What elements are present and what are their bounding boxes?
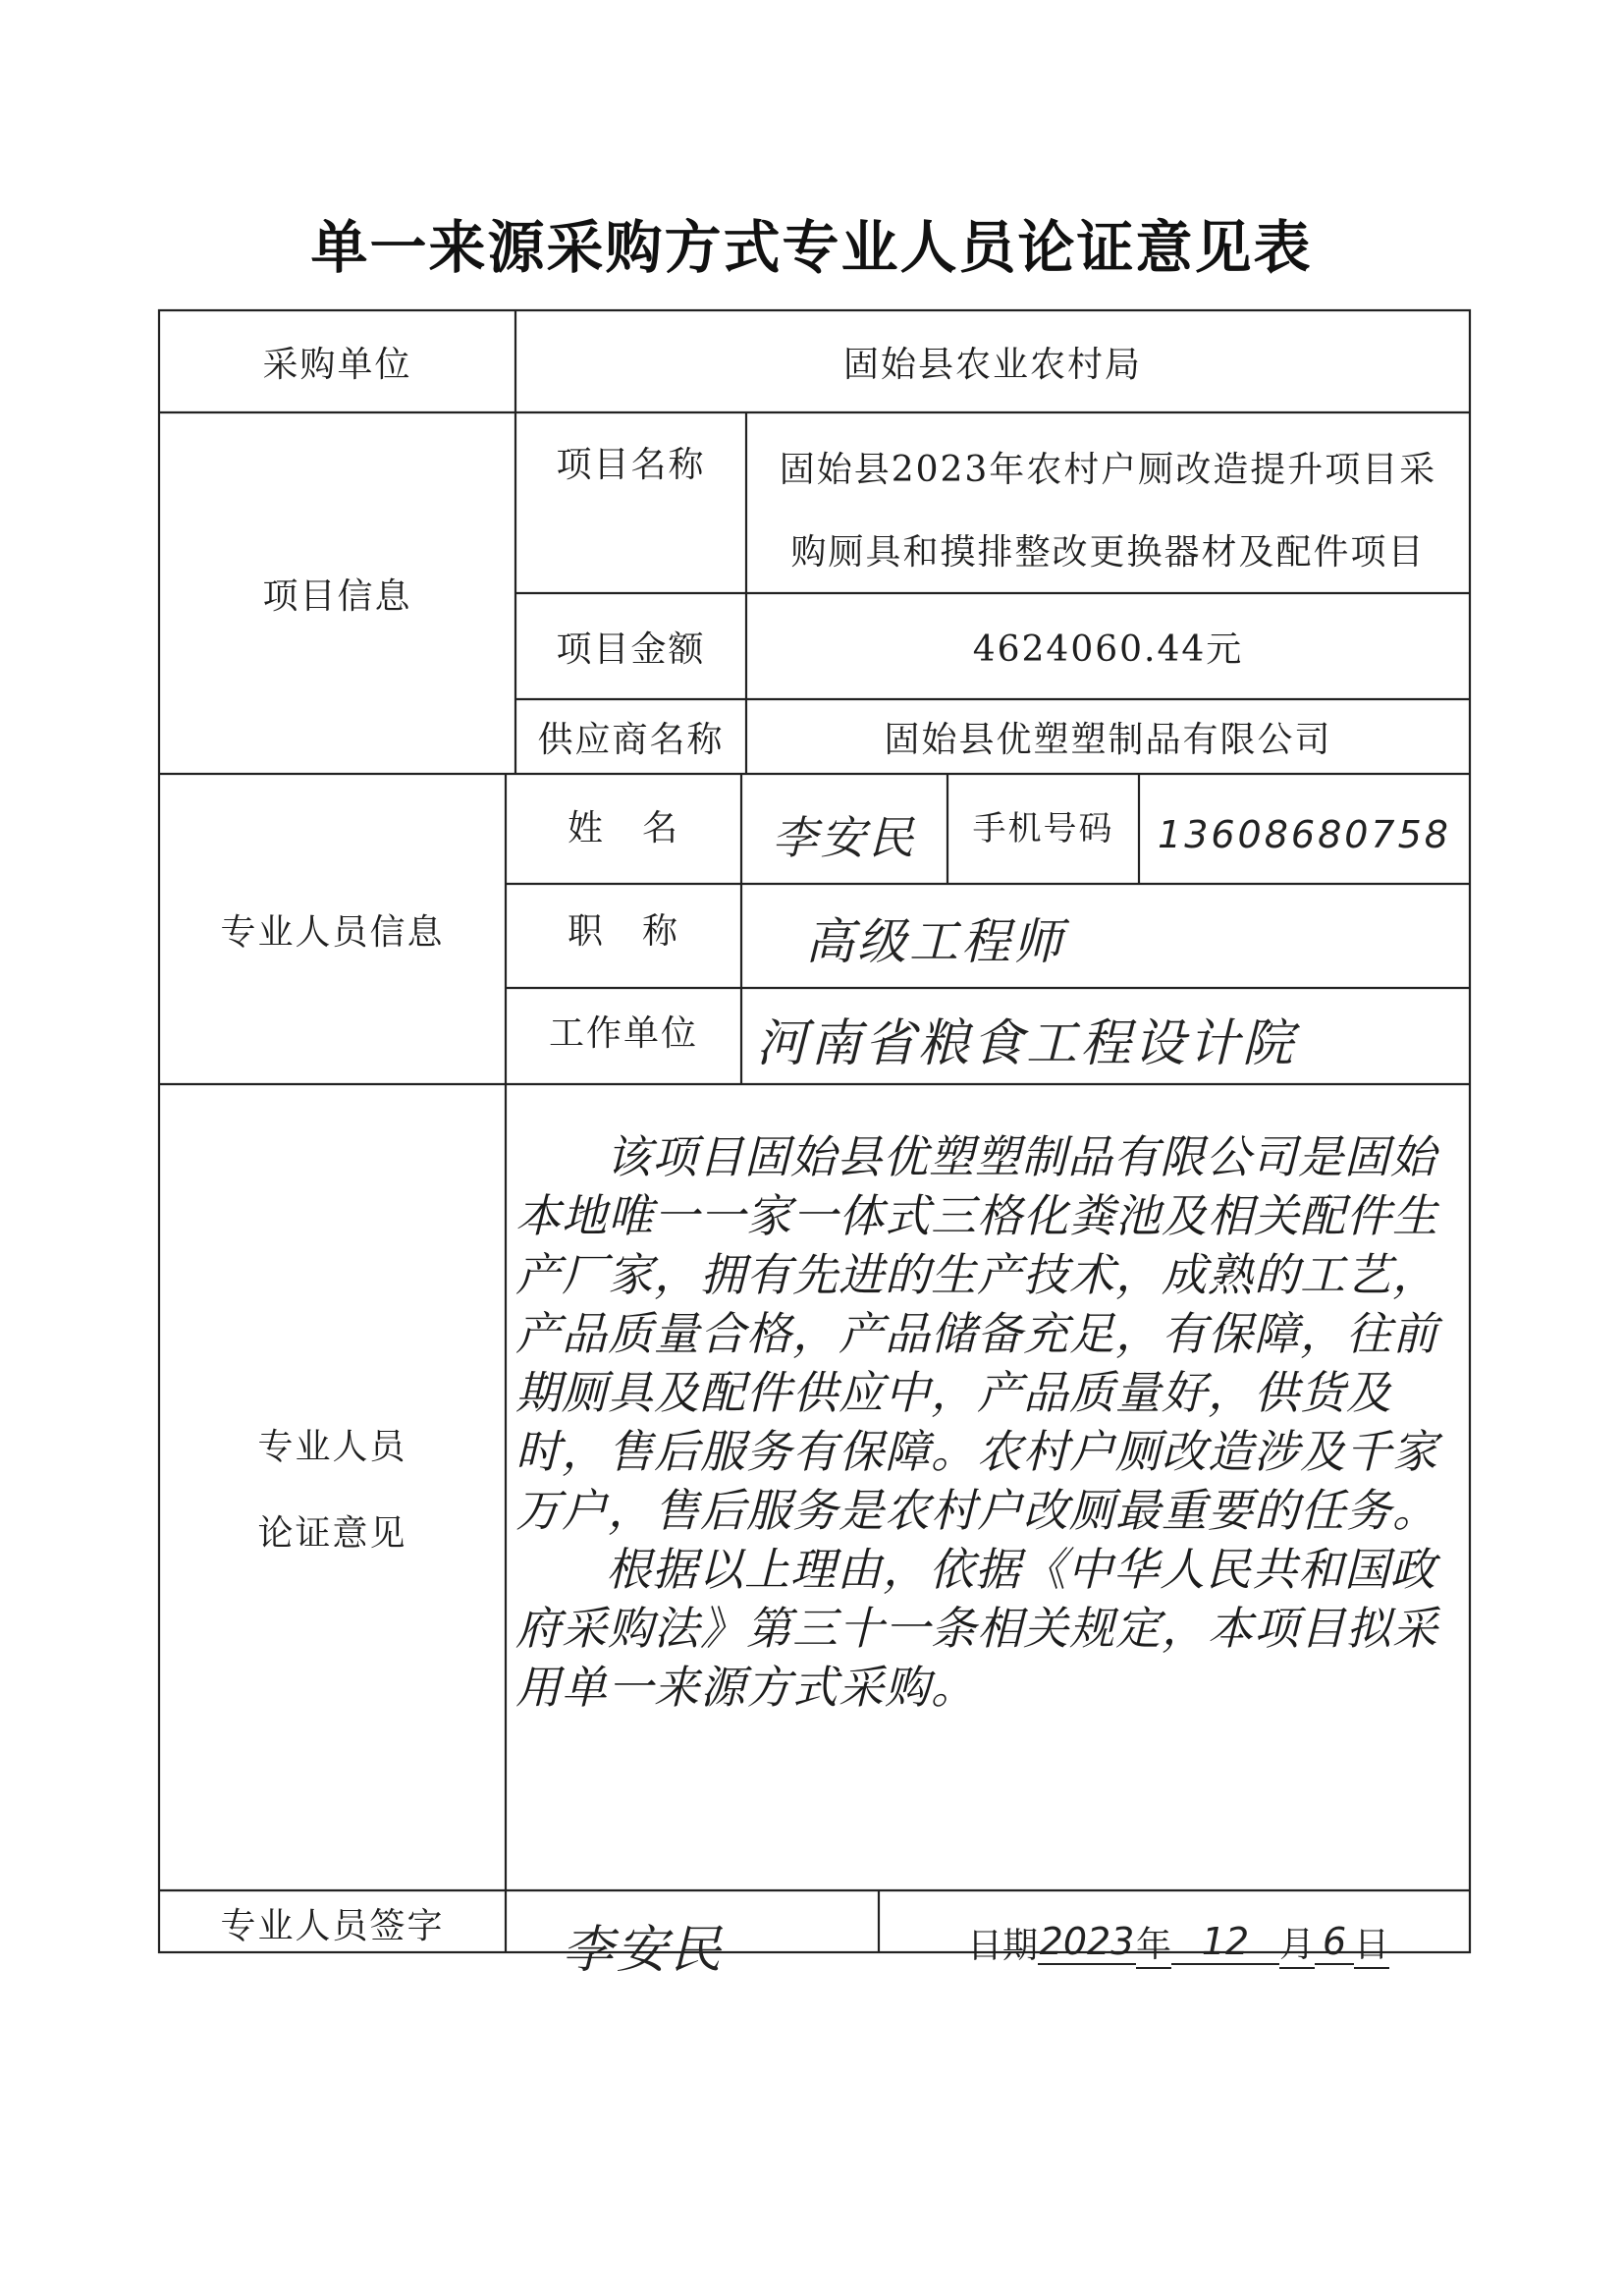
- opinion-paragraph-2: 根据以上理由，依据《中华人民共和国政府采购法》第三十一条相关规定，本项目拟采用单一来源方式采购。: [515, 1543, 1438, 1714]
- opinion-label-line1: 专业人员: [257, 1426, 407, 1467]
- date-year: 2023: [1039, 1920, 1135, 1963]
- opinion-paragraph-1: 该项目固始县优塑塑制品有限公司是固始本地唯一一家一体式三格化粪池及相关配件生产厂家，拥有先进的生产技术，成熟的工艺，产品质量合格，产品储备充足，有保障，往前期厕具及配件供应中，产品质量好，供货及时，售后服务有保障。农村户厕改造涉及千家万户，售后服务是农村户改厕最重要的任务。: [515, 1130, 1438, 1537]
- supplier-value: 固始县优塑塑制品有限公司: [884, 719, 1332, 760]
- title-handwritten: 高级工程师: [805, 913, 1065, 970]
- signature-date: [967, 1913, 1389, 1972]
- expert-info-label: 专业人员信息: [220, 911, 445, 953]
- project-name-line1: 固始县2023年农村户厕改造提升项目采: [779, 449, 1437, 490]
- project-amount-label: 项目金额: [556, 629, 706, 670]
- purchaser-label: 采购单位: [262, 344, 412, 385]
- project-name-line2: 购厕具和摸排整改更换器材及配件项目: [790, 531, 1426, 573]
- date-label: 日期: [967, 1925, 1039, 1966]
- date-day: 6: [1315, 1920, 1354, 1965]
- date-month-unit: 月: [1279, 1917, 1315, 1969]
- expert-name-label: 姓 名: [567, 807, 679, 848]
- employer-label: 工作单位: [548, 1012, 698, 1054]
- purchaser-value: 固始县农业农村局: [842, 344, 1142, 385]
- project-name-label: 项目名称: [556, 444, 706, 485]
- date-month: 12: [1171, 1920, 1279, 1965]
- phone-handwritten: 13608680758: [1158, 813, 1451, 856]
- supplier-label: 供应商名称: [537, 719, 725, 760]
- signature-label: 专业人员签字: [220, 1906, 445, 1946]
- expert-name-handwritten: 李安民: [772, 811, 917, 864]
- date-day-unit: 日: [1354, 1917, 1389, 1969]
- signature-handwritten: 李安民: [562, 1920, 725, 1980]
- opinion-handwritten-text: [515, 1127, 1458, 1717]
- project-amount-value: 4624060.44元: [972, 629, 1244, 670]
- project-info-label: 项目信息: [262, 575, 412, 617]
- date-year-unit: 年: [1136, 1917, 1171, 1969]
- page-title: 单一来源采购方式专业人员论证意见表: [310, 214, 1313, 281]
- opinion-label-line2: 论证意见: [257, 1512, 407, 1554]
- employer-handwritten: 河南省粮食工程设计院: [756, 1013, 1297, 1073]
- phone-label: 手机号码: [972, 808, 1114, 848]
- title-label: 职 称: [567, 910, 679, 952]
